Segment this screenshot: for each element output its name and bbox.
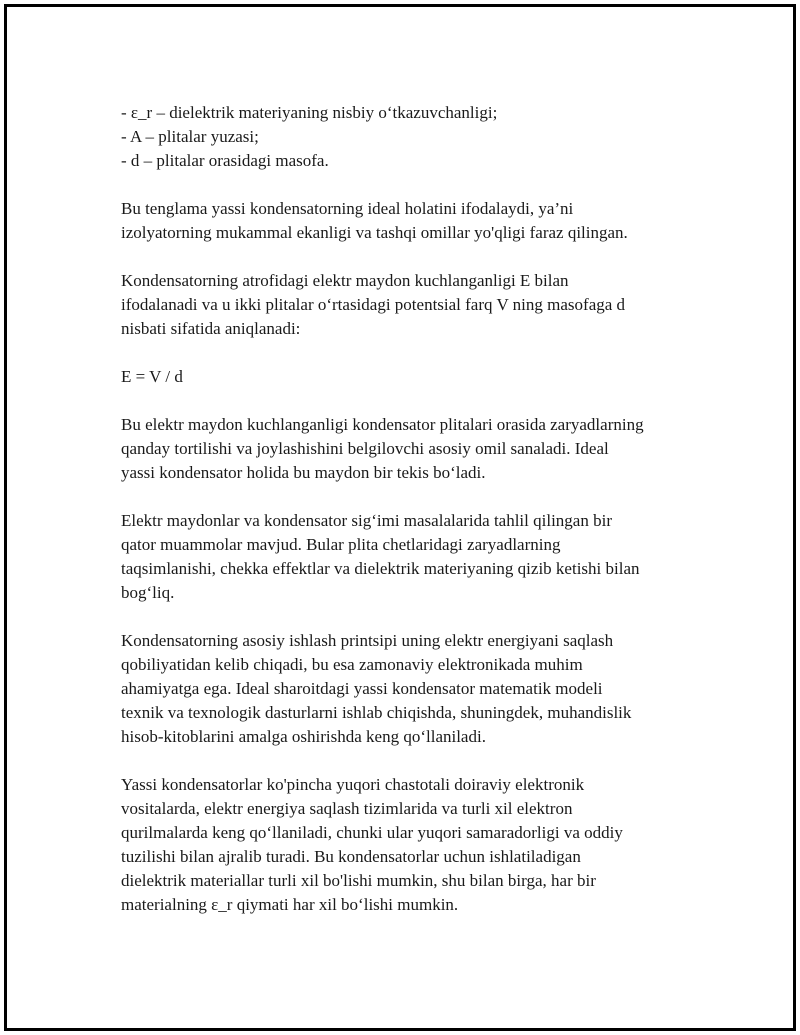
text-line: izolyatorning mukammal ekanligi va tashqi omillar yo'qligi faraz qilingan. (121, 223, 628, 242)
definition-list (121, 101, 711, 173)
paragraph-ideal-state (121, 197, 711, 245)
text-line: Kondensatorning asosiy ishlash printsipi uning elektr energiyani saqlash (121, 631, 614, 650)
text-line: taqsimlanishi, chekka effektlar va dielektrik materiyaning qizib ketishi bilan (121, 559, 640, 578)
paragraph-uniform-field (121, 413, 711, 485)
text-line: qanday tortilishi va joylashishini belgilovchi asosiy omil sanaladi. Ideal (121, 439, 609, 458)
text-line: ahamiyatga ega. Ideal sharoitdagi yassi kondensator matematik modeli (121, 679, 603, 698)
text-line: texnik va texnologik dasturlarni ishlab chiqishda, shuningdek, muhandislik (121, 703, 632, 722)
text-line: yassi kondensator holida bu maydon bir tekis bo‘ladi. (121, 463, 486, 482)
page-frame (4, 4, 796, 1031)
text-line: Elektr maydonlar va kondensator sig‘imi masalalarida tahlil qilingan bir (121, 511, 612, 530)
text-line: qurilmalarda keng qo‘llaniladi, chunki ular yuqori samaradorligi va oddiy (121, 823, 623, 842)
definition-epsilon: - ε_r – dielektrik materiyaning nisbiy o‘tkazuvchanligi; (121, 103, 498, 122)
text-line: bog‘liq. (121, 583, 175, 602)
text-line: nisbati sifatida aniqlanadi: (121, 319, 301, 338)
text-line: tuzilishi bilan ajralib turadi. Bu kondensatorlar uchun ishlatiladigan (121, 847, 581, 866)
document-body (121, 101, 711, 941)
text-line: qator muammolar mavjud. Bular plita chetlaridagi zaryadlarning (121, 535, 561, 554)
paragraph-field-strength (121, 269, 711, 341)
text-line: materialning ε_r qiymati har xil bo‘lishi mumkin. (121, 895, 459, 914)
formula-field (121, 365, 711, 389)
text-line: Bu tenglama yassi kondensatorning ideal holatini ifodalaydi, ya’ni (121, 199, 574, 218)
paragraph-operating-principle (121, 629, 711, 749)
text-line: hisob-kitoblarini amalga oshirishda keng qo‘llaniladi. (121, 727, 486, 746)
paragraph-applications (121, 773, 711, 917)
definition-area: - A – plitalar yuzasi; (121, 127, 259, 146)
definition-distance: - d – plitalar orasidagi masofa. (121, 151, 329, 170)
text-line: Bu elektr maydon kuchlanganligi kondensator plitalari orasida zaryadlarning (121, 415, 644, 434)
text-line: dielektrik materiallar turli xil bo'lishi mumkin, shu bilan birga, har bir (121, 871, 596, 890)
text-line: Yassi kondensatorlar ko'pincha yuqori chastotali doiraviy elektronik (121, 775, 585, 794)
text-line: qobiliyatidan kelib chiqadi, bu esa zamonaviy elektronikada muhim (121, 655, 583, 674)
formula-text: E = V / d (121, 367, 183, 386)
paragraph-problems (121, 509, 711, 605)
text-line: vositalarda, elektr energiya saqlash tizimlarida va turli xil elektron (121, 799, 573, 818)
text-line: ifodalanadi va u ikki plitalar o‘rtasidagi potentsial farq V ning masofaga d (121, 295, 626, 314)
text-line: Kondensatorning atrofidagi elektr maydon kuchlanganligi E bilan (121, 271, 569, 290)
